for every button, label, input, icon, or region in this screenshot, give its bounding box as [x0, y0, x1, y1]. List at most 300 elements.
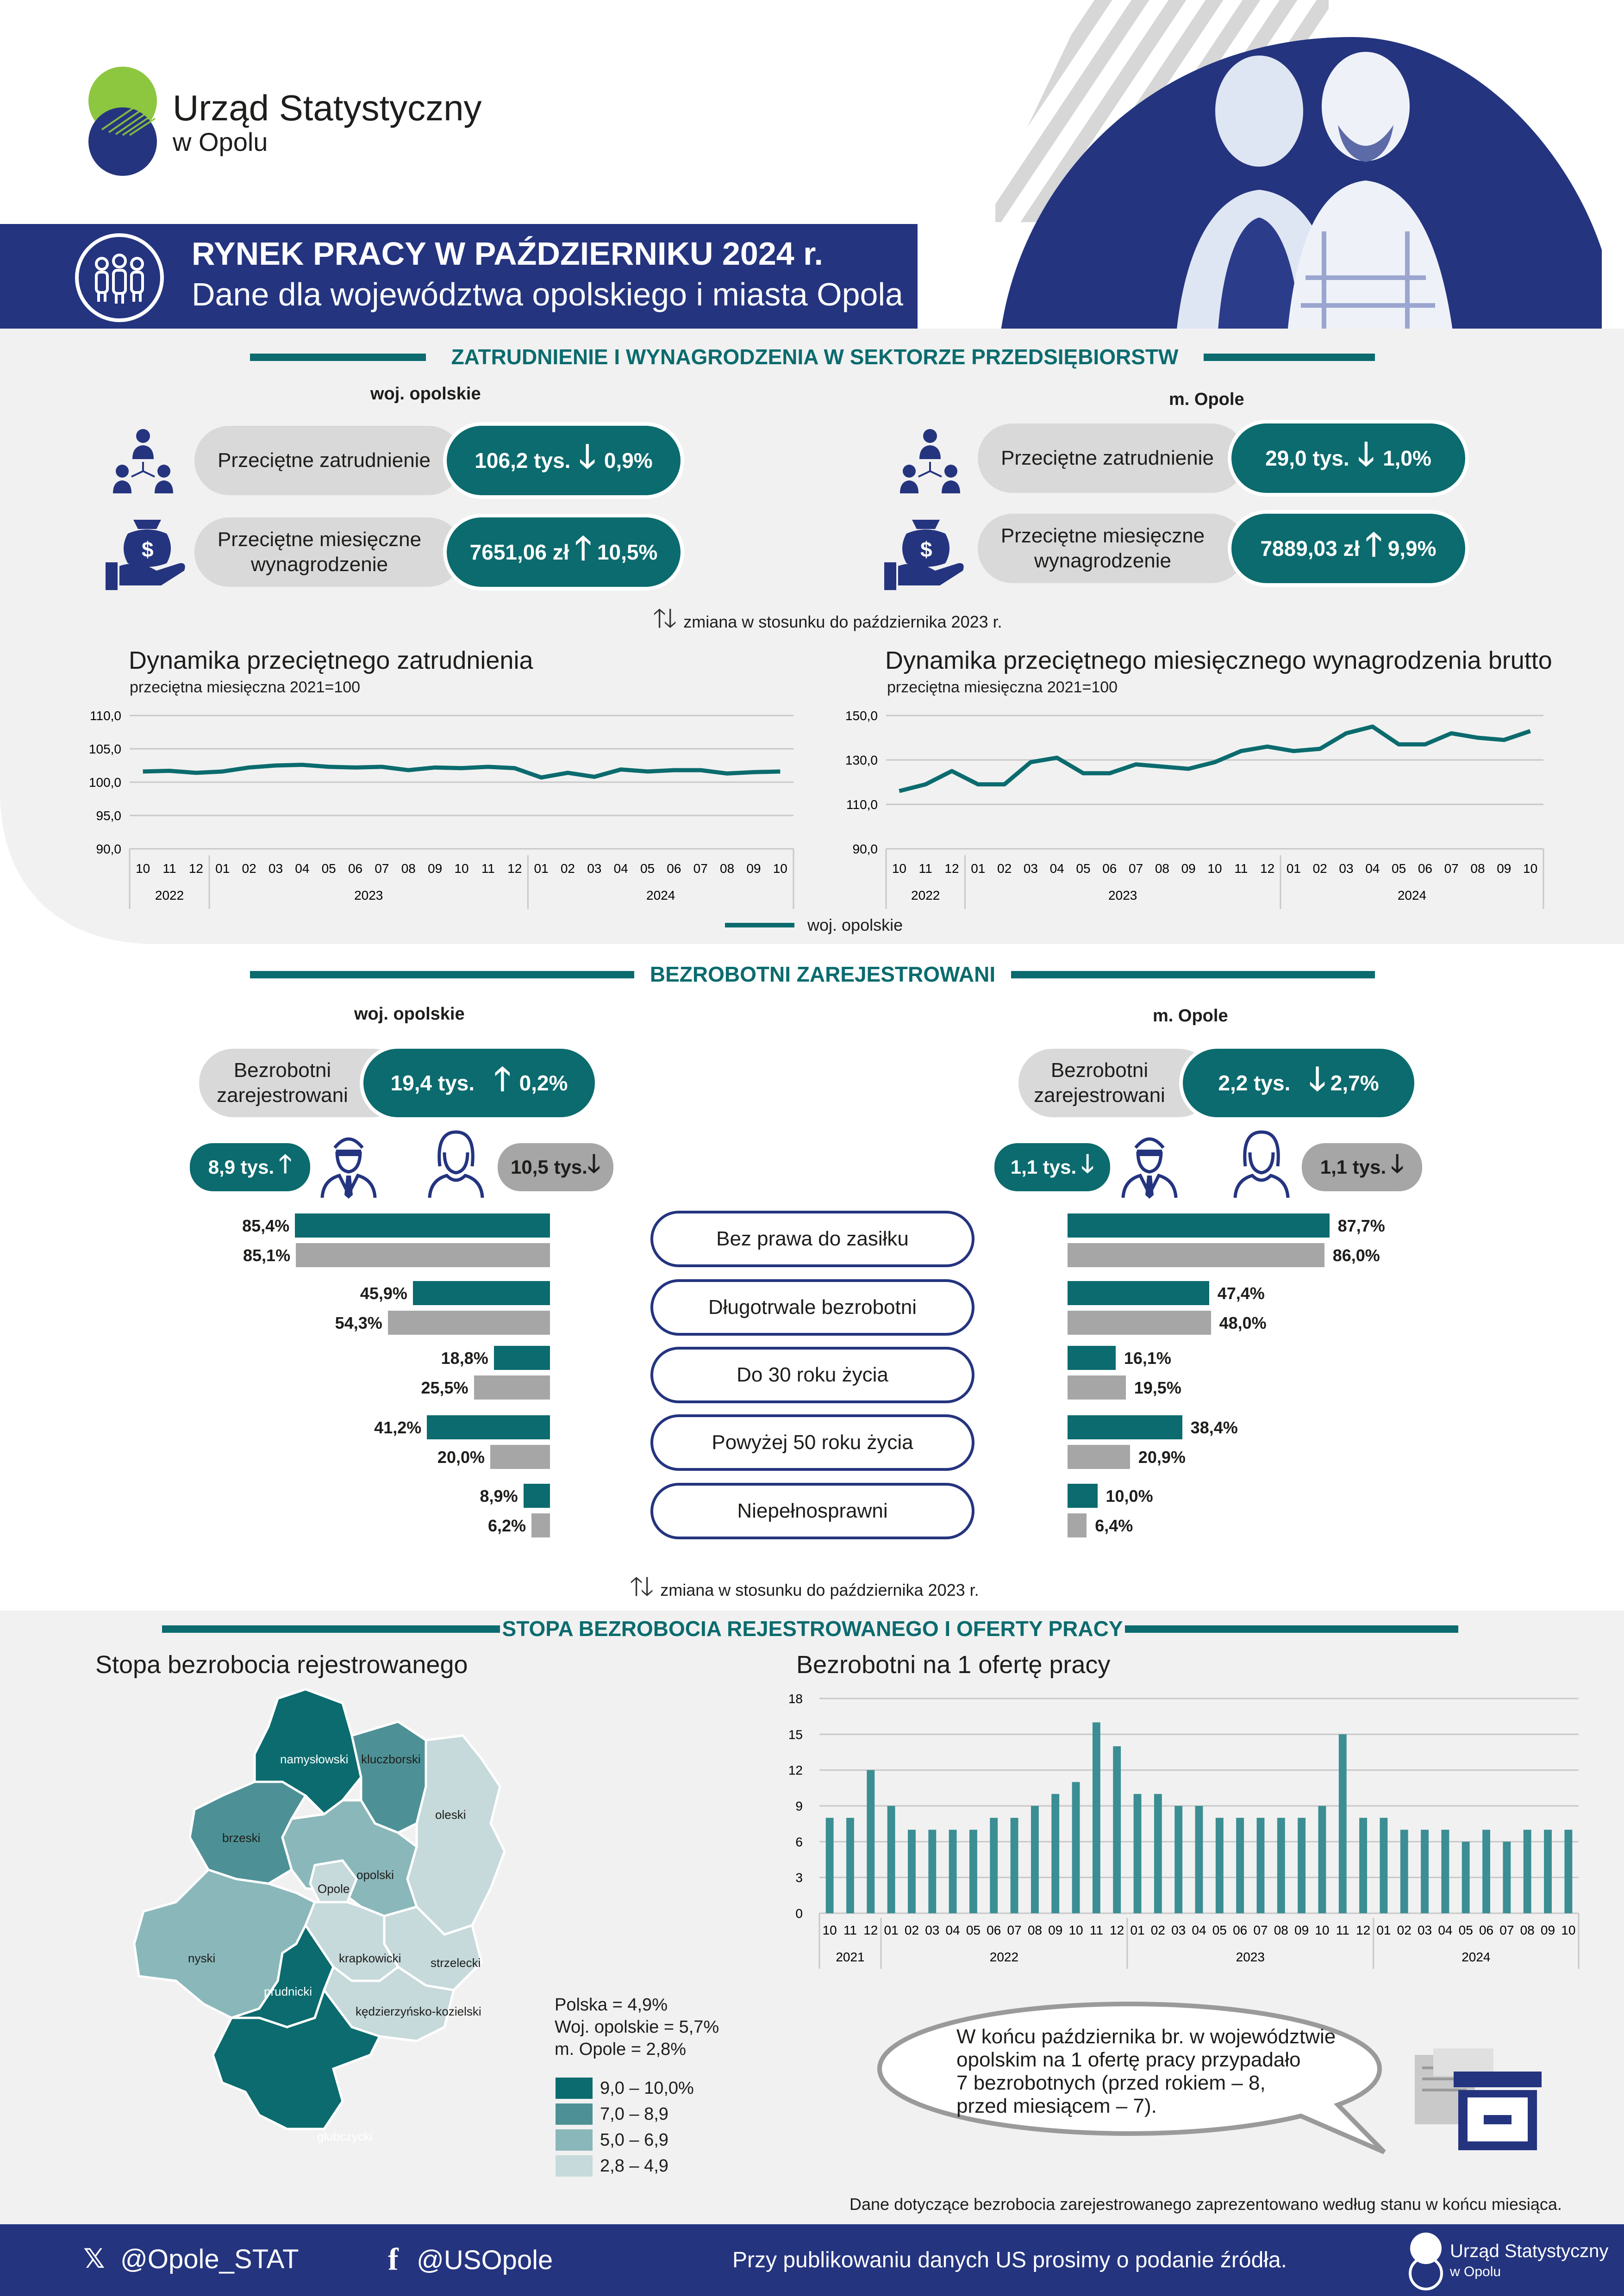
employment-change-note: 🡑🡓 zmiana w stosunku do października 2023 r.	[653, 600, 1002, 644]
bar	[1524, 1830, 1531, 1913]
x-group-label: 2022	[911, 888, 940, 902]
y-tick-label: 110,0	[846, 797, 878, 812]
y-tick-label: 90,0	[852, 842, 878, 856]
arrow-up-icon: 🡑	[1365, 526, 1382, 562]
x-tick-label: 04	[295, 861, 310, 876]
category-pill: Niepełnosprawni	[650, 1483, 974, 1539]
x-tick-label: 08	[1027, 1923, 1042, 1937]
x-tick-label: 06	[1418, 861, 1432, 876]
region-unemployed-change: 0,2%	[519, 1071, 568, 1095]
city-wage-label: Przeciętne miesięczne wynagrodzenie	[1000, 524, 1205, 572]
x-tick-label: 12	[863, 1923, 878, 1937]
x-tick-label: 11	[1089, 1923, 1103, 1937]
map-label-namyslowski: namysłowski	[280, 1752, 349, 1766]
unemployed-region-label: woj. opolskie	[354, 1004, 465, 1024]
stat-region: Woj. opolskie = 5,7%	[555, 2017, 719, 2037]
x-group-label: 2023	[1236, 1950, 1265, 1964]
bar	[1482, 1830, 1490, 1913]
x-tick-label: 03	[1023, 861, 1038, 876]
category-pill: Powyżej 50 roku życia	[650, 1414, 974, 1471]
women-bar	[1068, 1445, 1130, 1469]
employment-city-label: m. Opole	[1169, 390, 1244, 409]
bar	[1134, 1794, 1142, 1913]
bar-value-label: 6,4%	[1095, 1516, 1133, 1535]
x-tick-label: 09	[1294, 1923, 1309, 1937]
bar	[1462, 1842, 1470, 1913]
men-bar	[1068, 1415, 1182, 1439]
city-employment-value: 29,0 tys.	[1265, 446, 1349, 470]
x-tick-label: 04	[1049, 861, 1064, 876]
bar	[1093, 1723, 1100, 1913]
legend-swatch	[556, 2129, 593, 2151]
bar	[1339, 1734, 1347, 1913]
facebook-icon[interactable]: f	[388, 2241, 399, 2277]
x-tick-label: 06	[1102, 861, 1117, 876]
bar-value-label: 10,0%	[1106, 1487, 1153, 1506]
x-tick-label: 09	[1497, 861, 1512, 876]
x-tick-label: 03	[1171, 1923, 1186, 1937]
bar	[1072, 1782, 1080, 1913]
women-bar	[474, 1375, 550, 1400]
stat-poland: Polska = 4,9%	[555, 1995, 668, 2015]
org-name-line1: Urząd Statystyczny	[173, 87, 482, 128]
x-tick-label: 08	[720, 861, 735, 876]
x-tick-label: 11	[1336, 1923, 1349, 1937]
bar	[1051, 1794, 1059, 1913]
bar	[1564, 1830, 1572, 1913]
bar	[949, 1830, 957, 1913]
rate-footnote: Dane dotyczące bezrobocia zarejestrowanego zaprezentowano według stanu w końcu miesiąca.	[849, 2195, 1562, 2214]
men-bar	[413, 1281, 550, 1305]
bar-value-label: 25,5%	[421, 1378, 468, 1397]
x-tick-label: 10	[1207, 861, 1222, 876]
x-tick-label: 06	[1233, 1923, 1248, 1937]
bar	[1113, 1746, 1121, 1913]
x-tick-label: 05	[1392, 861, 1406, 876]
women-bar	[296, 1243, 550, 1267]
x-tick-label: 08	[1155, 861, 1169, 876]
up-down-arrows-icon: 🡑🡓	[630, 1572, 651, 1601]
source-notice: Przy publikowaniu danych US prosimy o podanie źródła.	[732, 2248, 1287, 2272]
hand-money-icon	[106, 511, 189, 590]
bar-value-label: 16,1%	[1124, 1349, 1171, 1368]
x-tick-label: 10	[136, 861, 150, 876]
x-tick-label: 01	[1286, 861, 1301, 876]
city-unemployed-label: Bezrobotni zarejestrowani	[1034, 1059, 1165, 1107]
x-group-label: 2024	[1462, 1950, 1491, 1964]
bar	[1421, 1830, 1429, 1913]
bar	[1236, 1818, 1244, 1913]
x-tick-label: 01	[971, 861, 986, 876]
city-employment-value-pill	[1231, 423, 1465, 493]
x-tick-label: 09	[1540, 1923, 1555, 1937]
bar	[826, 1818, 834, 1913]
employment-chart-title: Dynamika przeciętnego zatrudnienia	[129, 647, 533, 674]
stat-city: m. Opole = 2,8%	[555, 2040, 687, 2059]
bar	[1195, 1806, 1203, 1913]
women-bar	[490, 1445, 550, 1469]
bar	[1031, 1806, 1039, 1913]
x-logo-icon[interactable]: 𝕏	[83, 2244, 105, 2274]
map-label-nyski: nyski	[188, 1951, 216, 1965]
region-wage-value: 7651,06 zł	[469, 540, 569, 564]
y-tick-label: 0	[795, 1906, 803, 1921]
x-group-label: 2022	[155, 888, 184, 902]
svg-text:$: $	[142, 537, 154, 561]
x-group-label: 2023	[354, 888, 383, 902]
section-line-right	[1204, 354, 1375, 361]
city-wage-value: 7889,03 zł	[1260, 536, 1360, 560]
bar	[1298, 1818, 1305, 1913]
x-tick-label: 04	[613, 861, 628, 876]
legend-line-swatch	[725, 923, 794, 927]
bar	[1400, 1830, 1408, 1913]
x-tick-label: 03	[268, 861, 283, 876]
x-tick-label: 08	[1274, 1923, 1288, 1937]
bar	[1544, 1830, 1552, 1913]
x-tick-label: 10	[1315, 1923, 1330, 1937]
map-legend	[556, 2075, 694, 2179]
men-bar	[1068, 1484, 1098, 1508]
x-tick-label: 10	[822, 1923, 837, 1937]
x-tick-label: 05	[1076, 861, 1091, 876]
bar	[1359, 1818, 1367, 1913]
region-women-badge: 10,5 tys. 🡓	[498, 1143, 613, 1191]
bar	[1154, 1794, 1162, 1913]
offers-chart-title: Bezrobotni na 1 ofertę pracy	[796, 1651, 1111, 1679]
bar-value-label: 6,2%	[487, 1516, 526, 1535]
employment-chart-subtitle: przeciętna miesięczna 2021=100	[130, 678, 361, 696]
x-tick-label: 11	[843, 1923, 857, 1937]
x-tick-label: 12	[188, 861, 203, 876]
bar-value-label: 18,8%	[441, 1349, 488, 1368]
y-tick-label: 100,0	[88, 775, 121, 790]
x-tick-label: 06	[348, 861, 363, 876]
x-tick-label: 01	[1130, 1923, 1145, 1937]
legend-item: 5,0 – 6,9	[556, 2127, 694, 2153]
region-men-badge: 8,9 tys. 🡑	[190, 1143, 310, 1191]
hand-money-icon-city	[884, 511, 968, 590]
bar	[908, 1830, 916, 1913]
footer-org-line1: Urząd Statystyczny	[1450, 2241, 1609, 2261]
men-bar	[494, 1346, 550, 1370]
y-tick-label: 9	[795, 1799, 803, 1813]
bar-value-label: 20,9%	[1138, 1448, 1186, 1467]
logo-icon	[83, 65, 162, 178]
men-bar	[524, 1484, 550, 1508]
x-tick-label: 07	[375, 861, 389, 876]
rate-stats	[555, 1994, 719, 2060]
x-tick-label: 09	[1181, 861, 1196, 876]
bar	[1380, 1818, 1387, 1913]
x-tick-label: 11	[481, 861, 495, 876]
x-tick-label: 06	[987, 1923, 1001, 1937]
map-label-prudnicki: prudnicki	[264, 1985, 312, 1998]
x-tick-label: 06	[667, 861, 681, 876]
x-tick-label: 04	[1192, 1923, 1206, 1937]
section-line-right	[1125, 1625, 1458, 1633]
bar	[887, 1806, 895, 1913]
x-tick-label: 10	[454, 861, 469, 876]
employment-line-chart	[74, 699, 815, 912]
page-title: RYNEK PRACY W PAŹDZIERNIKU 2024 r.	[192, 236, 823, 272]
section-line-right	[1011, 971, 1375, 978]
city-wage-value-pill	[1231, 514, 1465, 583]
map-label-kedzierzynsko-kozielski: kędzierzyńsko-kozielski	[356, 2004, 481, 2018]
people-hierarchy-icon	[113, 426, 173, 495]
x-tick-label: 02	[242, 861, 256, 876]
x-tick-label: 05	[321, 861, 336, 876]
category-pill: Długotrwale bezrobotni	[650, 1279, 974, 1336]
bar	[1503, 1842, 1511, 1913]
arrow-up-icon: 🡑	[494, 1060, 511, 1097]
footer-logo-icon	[1407, 2231, 1444, 2291]
city-unemployed-value-pill	[1183, 1049, 1414, 1117]
x-tick-label: 07	[693, 861, 708, 876]
x-tick-label: 05	[1458, 1923, 1473, 1937]
people-hierarchy-icon-city	[900, 426, 960, 495]
x-tick-label: 04	[945, 1923, 960, 1937]
people-photo	[1000, 19, 1602, 338]
bar	[1441, 1830, 1449, 1913]
city-unemployed-value: 2,2 tys.	[1218, 1071, 1291, 1095]
unemployed-change-note: 🡑🡓 zmiana w stosunku do października 2023 r.	[630, 1568, 979, 1612]
bar	[928, 1830, 936, 1913]
bar	[1257, 1818, 1265, 1913]
y-tick-label: 18	[788, 1692, 803, 1706]
y-tick-label: 90,0	[96, 842, 121, 856]
arrow-down-icon: 🡓	[587, 1150, 600, 1178]
x-tick-label: 04	[1365, 861, 1380, 876]
region-employment-label: Przeciętne zatrudnienie	[218, 449, 431, 472]
section-line-left	[250, 971, 634, 978]
x-tick-label: 07	[1499, 1923, 1514, 1937]
x-tick-label: 09	[746, 861, 761, 876]
rate-section-title: STOPA BEZROBOCIA REJESTROWANEGO I OFERTY PRACY	[502, 1617, 1123, 1641]
x-tick-label: 07	[1444, 861, 1459, 876]
city-unemployed-change: 2,7%	[1330, 1071, 1379, 1095]
women-bar	[1068, 1243, 1324, 1267]
region-wage-value-pill	[447, 517, 681, 587]
unemployed-city-label: m. Opole	[1153, 1006, 1228, 1026]
bar	[969, 1830, 977, 1913]
y-tick-label: 105,0	[88, 742, 121, 756]
x-tick-label: 10	[773, 861, 787, 876]
arrow-down-icon: 🡓	[1081, 1150, 1094, 1178]
y-tick-label: 110,0	[90, 709, 121, 723]
x-tick-label: 11	[162, 861, 176, 876]
city-employment-change: 1,0%	[1383, 446, 1431, 470]
section-line-left	[250, 354, 426, 361]
bar	[1277, 1818, 1285, 1913]
bar-value-label: 47,4%	[1217, 1284, 1265, 1303]
arrow-down-icon: 🡓	[1357, 436, 1375, 472]
x-tick-label: 03	[925, 1923, 940, 1937]
bar	[867, 1770, 874, 1913]
x-tick-label: 12	[944, 861, 959, 876]
wage-chart-subtitle: przeciętna miesięczna 2021=100	[887, 678, 1118, 696]
man-icon	[319, 1129, 379, 1199]
x-group-label: 2024	[1397, 888, 1427, 902]
legend-swatch	[556, 2155, 593, 2177]
bar-value-label: 87,7%	[1337, 1216, 1385, 1235]
series-line	[899, 727, 1530, 791]
arrow-down-icon: 🡓	[1309, 1060, 1326, 1097]
legend-item: 9,0 – 10,0%	[556, 2075, 694, 2101]
y-tick-label: 95,0	[96, 809, 121, 823]
x-tick-label: 03	[1417, 1923, 1432, 1937]
org-name-line2: w Opolu	[173, 127, 268, 156]
legend-swatch	[556, 2103, 593, 2125]
bar-value-label: 48,0%	[1219, 1313, 1267, 1332]
region-unemployed-label: Bezrobotni zarejestrowani	[217, 1059, 348, 1107]
map-label-brzeski: brzeski	[222, 1831, 261, 1845]
x-tick-label: 10	[1561, 1923, 1576, 1937]
region-employment-value: 106,2 tys.	[475, 448, 571, 473]
y-tick-label: 6	[795, 1835, 803, 1849]
x-tick-label: 01	[215, 861, 230, 876]
y-tick-label: 12	[788, 1763, 803, 1778]
region-wage-label: Przeciętne miesięczne wynagrodzenie	[217, 528, 422, 576]
x-tick-label: 02	[1397, 1923, 1412, 1937]
bar-value-label: 41,2%	[374, 1418, 422, 1437]
bar-value-label: 19,5%	[1134, 1378, 1181, 1397]
offers-bar-chart	[768, 1685, 1593, 1981]
legend-item: 7,0 – 8,9	[556, 2101, 694, 2127]
x-tick-label: 03	[1339, 861, 1354, 876]
men-bar	[1068, 1213, 1330, 1238]
x-tick-label: 03	[587, 861, 602, 876]
x-tick-label: 08	[1470, 861, 1485, 876]
x-group-label: 2021	[836, 1950, 865, 1964]
x-tick-label: 08	[401, 861, 416, 876]
x-tick-label: 07	[1007, 1923, 1022, 1937]
men-bar	[427, 1415, 550, 1439]
x-tick-label: 10	[892, 861, 906, 876]
unemployment-rate-map	[83, 1685, 593, 2217]
x-tick-label: 01	[884, 1923, 899, 1937]
region-employment-change: 0,9%	[604, 448, 653, 473]
bar-value-label: 85,1%	[243, 1246, 291, 1265]
x-tick-label: 12	[1356, 1923, 1371, 1937]
x-tick-label: 09	[1048, 1923, 1063, 1937]
region-unemployed-value-pill	[363, 1049, 595, 1117]
wage-chart-title: Dynamika przeciętnego miesięcznego wynagrodzenia brutto	[885, 647, 1552, 674]
category-pill: Do 30 roku życia	[650, 1347, 974, 1403]
employment-region-label: woj. opolskie	[370, 384, 481, 404]
bar	[1216, 1818, 1224, 1913]
city-wage-change: 9,9%	[1387, 536, 1437, 560]
x-tick-label: 02	[997, 861, 1012, 876]
bar-value-label: 38,4%	[1190, 1418, 1238, 1437]
arrow-down-icon: 🡓	[579, 438, 596, 474]
footer	[0, 2224, 1624, 2296]
wage-line-chart	[833, 699, 1565, 912]
x-group-label: 2023	[1108, 888, 1137, 902]
line-chart-legend: woj. opolskie	[725, 915, 903, 935]
bar-value-label: 54,3%	[335, 1313, 382, 1332]
bubble-text: W końcu października br. w województwie opolskim na 1 ofertę pracy przypadało 7 bezrobotnych (przed rokiem – 8, przed miesiącem – 7).	[956, 2025, 1336, 2117]
x-tick-label: 01	[534, 861, 549, 876]
arrow-up-icon: 🡑	[279, 1150, 292, 1178]
x-tick-label: 12	[1110, 1923, 1124, 1937]
region-employment-value-pill	[447, 426, 681, 495]
woman-icon-city	[1231, 1129, 1292, 1199]
bar	[990, 1818, 998, 1913]
x-group-label: 2022	[989, 1950, 1019, 1964]
bar	[846, 1818, 854, 1913]
region-unemployed-value: 19,4 tys.	[390, 1071, 475, 1095]
file-drawer-icon	[1412, 2046, 1551, 2152]
category-pill: Bez prawa do zasiłku	[650, 1211, 974, 1267]
women-bar	[1068, 1311, 1211, 1335]
svg-text:$: $	[920, 537, 932, 561]
bar-value-label: 86,0%	[1332, 1246, 1380, 1265]
map-label-strzelecki: strzelecki	[431, 1956, 481, 1970]
bar-value-label: 8,9%	[480, 1487, 518, 1506]
women-bar	[1068, 1375, 1126, 1400]
legend-swatch	[556, 2078, 593, 2099]
men-bar	[1068, 1281, 1209, 1305]
men-bar	[1068, 1346, 1116, 1370]
page-subtitle: Dane dla województwa opolskiego i miasta Opola	[192, 276, 903, 312]
x-tick-label: 04	[1438, 1923, 1453, 1937]
x-tick-label: 05	[1212, 1923, 1227, 1937]
x-handle-link[interactable]: @Opole_STAT	[120, 2244, 299, 2274]
x-tick-label: 11	[1234, 861, 1248, 876]
bar	[1174, 1806, 1182, 1913]
x-tick-label: 05	[966, 1923, 981, 1937]
series-line	[143, 765, 781, 778]
employment-section-title: ZATRUDNIENIE I WYNAGRODZENIA W SEKTORZE PRZEDSIĘBIORSTW	[451, 345, 1179, 369]
region-wage-change: 10,5%	[597, 540, 658, 564]
bar	[1011, 1818, 1018, 1913]
map-label-opole: Opole	[318, 1882, 350, 1896]
x-tick-label: 02	[560, 861, 575, 876]
man-icon-city	[1119, 1129, 1180, 1199]
x-tick-label: 08	[1520, 1923, 1535, 1937]
x-tick-label: 01	[1376, 1923, 1391, 1937]
bar-value-label: 45,9%	[360, 1284, 407, 1303]
city-men-badge: 1,1 tys. 🡓	[994, 1143, 1110, 1191]
map-label-oleski: oleski	[435, 1808, 466, 1822]
x-tick-label: 02	[904, 1923, 919, 1937]
x-tick-label: 07	[1253, 1923, 1268, 1937]
women-bar	[531, 1513, 550, 1537]
x-tick-label: 05	[640, 861, 655, 876]
woman-icon	[426, 1129, 486, 1199]
x-tick-label: 02	[1150, 1923, 1165, 1937]
y-tick-label: 150,0	[845, 709, 878, 723]
women-bar	[388, 1311, 550, 1335]
x-tick-label: 06	[1479, 1923, 1494, 1937]
y-tick-label: 3	[795, 1870, 803, 1885]
facebook-handle-link[interactable]: @USOpole	[417, 2245, 553, 2275]
x-tick-label: 11	[918, 861, 932, 876]
bar-value-label: 20,0%	[437, 1448, 485, 1467]
x-tick-label: 12	[1260, 861, 1275, 876]
map-label-opolski: opolski	[356, 1868, 394, 1882]
bar-value-label: 85,4%	[242, 1216, 290, 1235]
map-label-kluczborski: kluczborski	[361, 1752, 421, 1766]
footer-org-line2: w Opolu	[1450, 2264, 1501, 2279]
people-group-icon	[73, 231, 166, 324]
legend-item: 2,8 – 4,9	[556, 2153, 694, 2179]
x-tick-label: 12	[507, 861, 522, 876]
unemployed-section-title: BEZROBOTNI ZAREJESTROWANI	[650, 962, 996, 986]
up-down-arrows-icon: 🡑🡓	[653, 604, 675, 633]
map-label-glubczycki: głubczycki	[317, 2129, 373, 2143]
